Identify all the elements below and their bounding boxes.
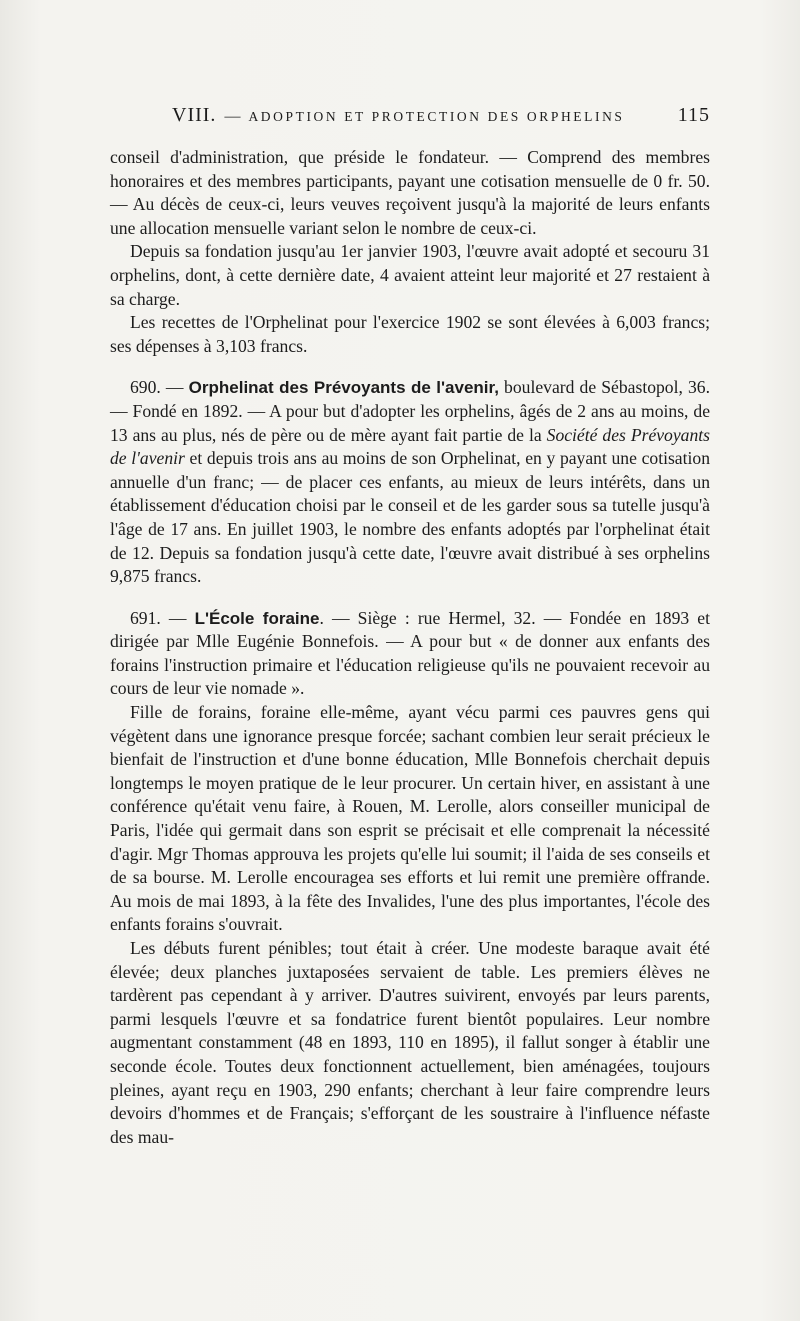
entry-690-title: Orphelinat des Prévoyants de l'avenir, bbox=[188, 378, 499, 398]
entry-690-text-b: et depuis trois ans au moins de son Orphelinat, en y payant une cotisation annuelle d'un franc; — de placer ces enfants, au mieux de leurs intérêts, dans un établissement d'éducation choisi par le conseil et de les garder sous sa tutelle jusqu'à l'âge de 17 ans. En juillet 1903, le nombre des enfants adoptés par l'orphelinat était de 12. Depuis sa fondation jusqu'à cette date, l'œuvre avait distribué à ses orphelins 9,875 francs. bbox=[110, 448, 710, 587]
entry-691-text: . — Siège : rue Hermel, 32. — Fondée en 1893 et dirigée par Mlle Eugénie Bonnefois. — A pour but « de donner aux enfants des forains l'instruction primaire et l'éducation religieuse qu'ils ne pouvaient recevoir au cours de leur vie nomade ». bbox=[110, 607, 710, 699]
entry-690 bbox=[110, 376, 710, 588]
paragraph-receipts: Les recettes de l'Orphelinat pour l'exercice 1902 se sont élevées à 6,003 francs; ses dépenses à 3,103 francs. bbox=[110, 312, 710, 356]
entry-691-number: 691. — bbox=[130, 607, 195, 628]
page-body bbox=[110, 146, 710, 1149]
paragraph-foundation: Depuis sa fondation jusqu'au 1er janvier 1903, l'œuvre avait adopté et secouru 31 orphelins, dont, à cette dernière date, 4 avaient atteint leur majorité et 27 restaient à sa charge. bbox=[110, 241, 710, 309]
page-number: 115 bbox=[677, 104, 710, 126]
entry-691-paragraph-beginnings: Les débuts furent pénibles; tout était à créer. Une modeste baraque avait été élevée; deux planches juxtaposées servaient de table. Les premiers élèves ne tardèrent pas cependant à y arriver. D'autres suivirent, envoyés par leurs parents, parmi lesquels l'œuvre et sa fondatrice furent bientôt populaires. Leur nombre augmentant constamment (48 en 1893, 110 en 1895), il fallut songer à établir une seconde école. Toutes deux fonctionnent actuellement, bien aménagées, toujours pleines, ayant reçu en 1903, 290 enfants; cherchant à leur faire comprendre leurs devoirs d'hommes et de Français; s'efforçant de les soustraire à l'influence néfaste des mau- bbox=[110, 938, 710, 1147]
entry-690-society-name: Société des Prévoyants de l'avenir bbox=[110, 424, 710, 469]
chapter-title: ADOPTION ET PROTECTION DES ORPHELINS bbox=[248, 109, 625, 124]
entry-690-number: 690. — bbox=[130, 377, 189, 398]
chapter-number: VIII. bbox=[172, 104, 217, 126]
running-header bbox=[172, 104, 710, 127]
entry-691-title: L'École foraine bbox=[194, 608, 320, 628]
paragraph-continuation: conseil d'administration, que préside le fondateur. — Comprend des membres honoraires et des membres participants, payant une cotisation mensuelle de 0 fr. 50. — Au décès de ceux-ci, leurs veuves reçoivent jusqu'à la majorité de leurs enfants une allocation mensuelle variant selon le nombre de ceux-ci. bbox=[110, 147, 710, 238]
entry-691-paragraph-founder: Fille de forains, foraine elle-même, ayant vécu parmi ces pauvres gens qui végètent dans une ignorance presque forcée; sachant combien leur serait précieux le bienfait de l'instruction et d'une bonne éducation, Mlle Bonnefois cherchait depuis longtemps le moyen pratique de le leur procurer. Un certain hiver, en assistant à une conférence qu'était venu faire, à Rouen, M. Lerolle, alors conseiller municipal de Paris, l'idée qui germait dans son esprit se précisait et elle comprenait la nécessité d'agir. Mgr Thomas approuva les projets qu'elle lui soumit; il l'aida de ses conseils et de sa bourse. M. Lerolle encouragea ses efforts et lui remit une première offrande. Au mois de mai 1893, à la fête des Invalides, l'une des plus importantes, l'école des enfants forains s'ouvrait. bbox=[110, 702, 710, 935]
header-left bbox=[172, 104, 625, 127]
header-separator: — bbox=[224, 108, 241, 125]
entry-691 bbox=[110, 607, 710, 701]
entry-690-text-a: boulevard de Sébastopol, 36. — Fondé en 1892. — A pour but d'adopter les orphelins, âgés de 2 ans au moins, de 13 ans au plus, nés de père ou de mère ayant fait partie de la bbox=[110, 377, 711, 445]
